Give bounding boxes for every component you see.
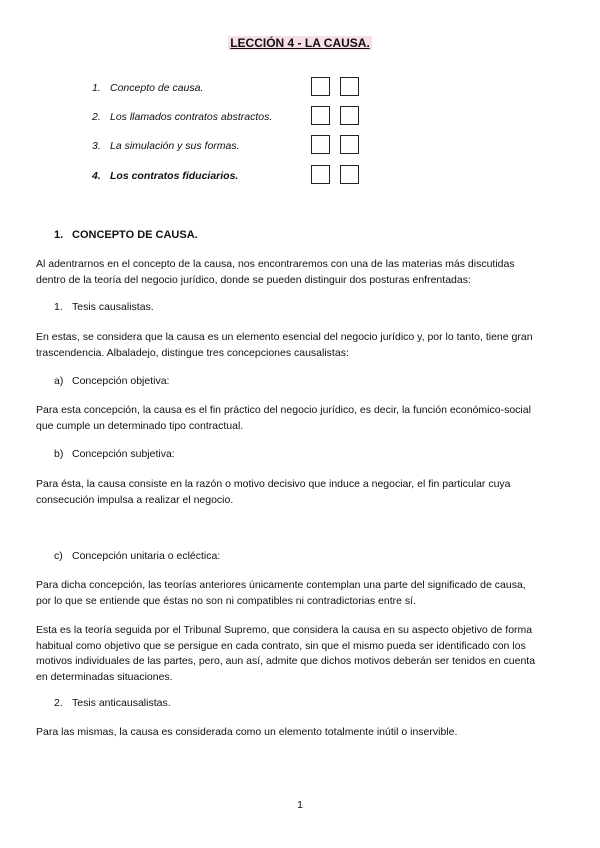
subheading: 2. Tesis anticausalistas. xyxy=(54,697,171,709)
subheading: c) Concepción unitaria o ecléctica: xyxy=(54,550,221,562)
checkbox[interactable] xyxy=(340,135,359,154)
paragraph: Para ésta, la causa consiste en la razón o motivo decisivo que induce a negociar, el fin particular cuya consecución impulsa a realizar el negocio. xyxy=(36,478,511,506)
checkbox[interactable] xyxy=(340,165,359,184)
toc-item: 1. Concepto de causa. xyxy=(92,82,204,94)
toc-item: 3. La simulación y sus formas. xyxy=(92,140,240,152)
page-number: 1 xyxy=(297,799,303,811)
subheading: a) Concepción objetiva: xyxy=(54,375,170,387)
toc-item: 4. Los contratos fiduciarios. xyxy=(92,170,239,182)
section-heading: 1. CONCEPTO DE CAUSA. xyxy=(54,229,198,241)
checkbox[interactable] xyxy=(340,77,359,96)
paragraph: Para esta concepción, la causa es el fin práctico del negocio jurídico, es decir, la función económico-social que cumple un determinado tipo contractual. xyxy=(36,404,531,432)
checkbox[interactable] xyxy=(311,77,330,96)
checkbox[interactable] xyxy=(311,135,330,154)
subheading: 1. Tesis causalistas. xyxy=(54,301,154,313)
paragraph: Al adentrarnos en el concepto de la causa, nos encontraremos con una de las materias más discutidas dentro de la teoría del negocio jurídico, donde se pueden distinguir dos posturas enfrentadas: xyxy=(36,258,515,286)
checkbox[interactable] xyxy=(311,106,330,125)
page-title: LECCIÓN 4 - LA CAUSA. xyxy=(230,36,370,50)
paragraph: Esta es la teoría seguida por el Tribunal Supremo, que considera la causa en su aspecto objetivo de forma habitual como objetivo que se persigue en cada contrato, sin que el mismo pueda ser identificado con los motivos individuales de las partes, pero, aun así, admite que dichos motivos deberán ser tenidos en cuenta en determinadas situaciones. xyxy=(36,624,536,683)
checkbox[interactable] xyxy=(311,165,330,184)
paragraph: Para las mismas, la causa es considerada como un elemento totalmente inútil o inservible. xyxy=(36,726,458,738)
checkbox[interactable] xyxy=(340,106,359,125)
paragraph: Para dicha concepción, las teorías anteriores únicamente contemplan una parte del significado de causa, por lo que se entiende que éstas no son ni compatibles ni contradictorias entre sí. xyxy=(36,579,526,607)
toc-item: 2. Los llamados contratos abstractos. xyxy=(92,111,273,123)
subheading: b) Concepción subjetiva: xyxy=(54,448,175,460)
paragraph: En estas, se considera que la causa es un elemento esencial del negocio jurídico y, por lo tanto, tiene gran trascendencia. Albaladejo, distingue tres concepciones causalistas: xyxy=(36,331,533,359)
